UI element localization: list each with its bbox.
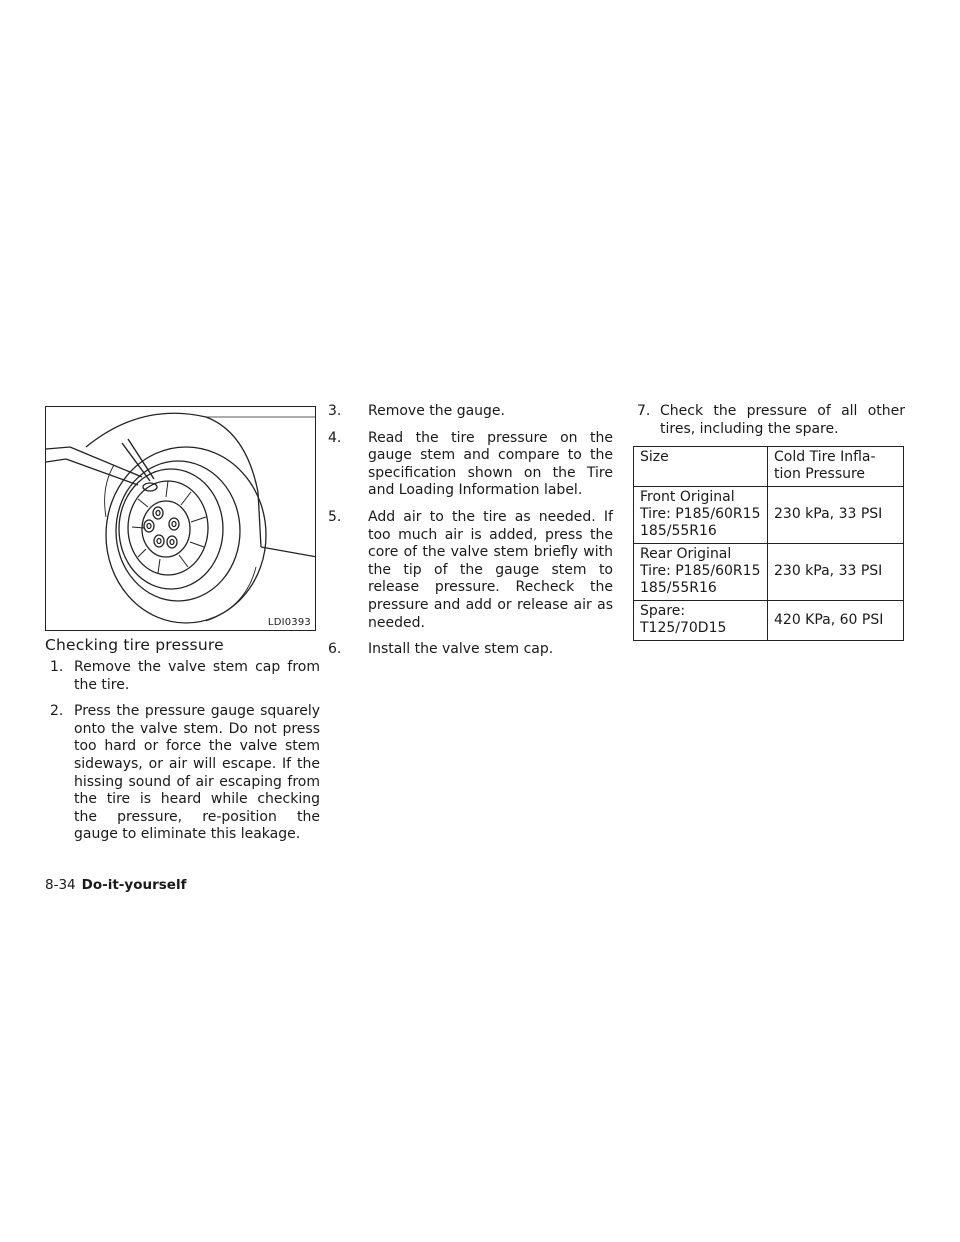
table-cell-pressure: 230 kPa, 33 PSI: [768, 487, 904, 544]
table-cell-size: Spare: T125/70D15: [634, 601, 768, 641]
step-number: 7.: [637, 403, 651, 419]
step-number: 4.: [328, 429, 342, 446]
step-item: [328, 641, 613, 659]
page-number: 8-34: [45, 877, 76, 893]
step-text: Remove the valve stem cap from the tire.: [74, 659, 320, 693]
step-number: 1.: [50, 659, 64, 675]
table-cell-size: Front Original Tire: P185/60R15 185/55R16: [634, 487, 768, 544]
table-header-size: Size: [634, 447, 768, 487]
step-number: 5.: [328, 508, 342, 525]
step-text: Remove the gauge.: [368, 403, 505, 419]
step-text: Read the tire pressure on the gauge stem and compare to the specification shown on the Tire and Loading Information label.: [368, 429, 613, 499]
tire-pressure-table: [633, 446, 904, 641]
step-number: 3.: [328, 403, 342, 419]
section-heading: Checking tire pressure: [45, 636, 224, 654]
tire-pressure-gauge-illustration: [46, 407, 316, 631]
step-item: [328, 430, 613, 500]
step-item: [50, 659, 320, 694]
table-row: [634, 487, 904, 544]
steps-list-col1: [50, 659, 320, 853]
step-number: 6.: [328, 641, 342, 658]
page-footer: [45, 877, 186, 893]
step-number: 2.: [50, 703, 64, 720]
figure-code: LDI0393: [267, 617, 311, 628]
step-text: Install the valve stem cap.: [368, 641, 554, 658]
table-header-pressure: Cold Tire Infla-tion Pressure: [768, 447, 904, 487]
tire-gauge-figure: [45, 406, 316, 631]
step-item: [328, 403, 613, 421]
table-row: [634, 544, 904, 601]
table-row: [634, 601, 904, 641]
table-cell-pressure: 420 KPa, 60 PSI: [768, 601, 904, 641]
step-text: Check the pressure of all other tires, including the spare.: [660, 403, 905, 437]
steps-list-col2: [328, 403, 613, 668]
table-cell-pressure: 230 kPa, 33 PSI: [768, 544, 904, 601]
step-item: [328, 509, 613, 632]
table-header-row: [634, 447, 904, 487]
footer-section-title: Do-it-yourself: [81, 877, 187, 893]
step-item: [50, 703, 320, 844]
step-item: [637, 403, 905, 438]
step-text: Add air to the tire as needed. If too much air is added, press the core of the valve stem briefly with the tip of the gauge stem to release pressure. Recheck the pressure and add or release air as needed.: [368, 508, 613, 631]
table-cell-size: Rear Original Tire: P185/60R15 185/55R16: [634, 544, 768, 601]
steps-list-col3: [637, 403, 905, 447]
step-text: Press the pressure gauge squarely onto the valve stem. Do not press too hard or force the valve stem sideways, or air will escape. If the hissing sound of air escaping from the tire is heard while checking the pressure, re-position the gauge to eliminate this leakage.: [74, 703, 320, 843]
